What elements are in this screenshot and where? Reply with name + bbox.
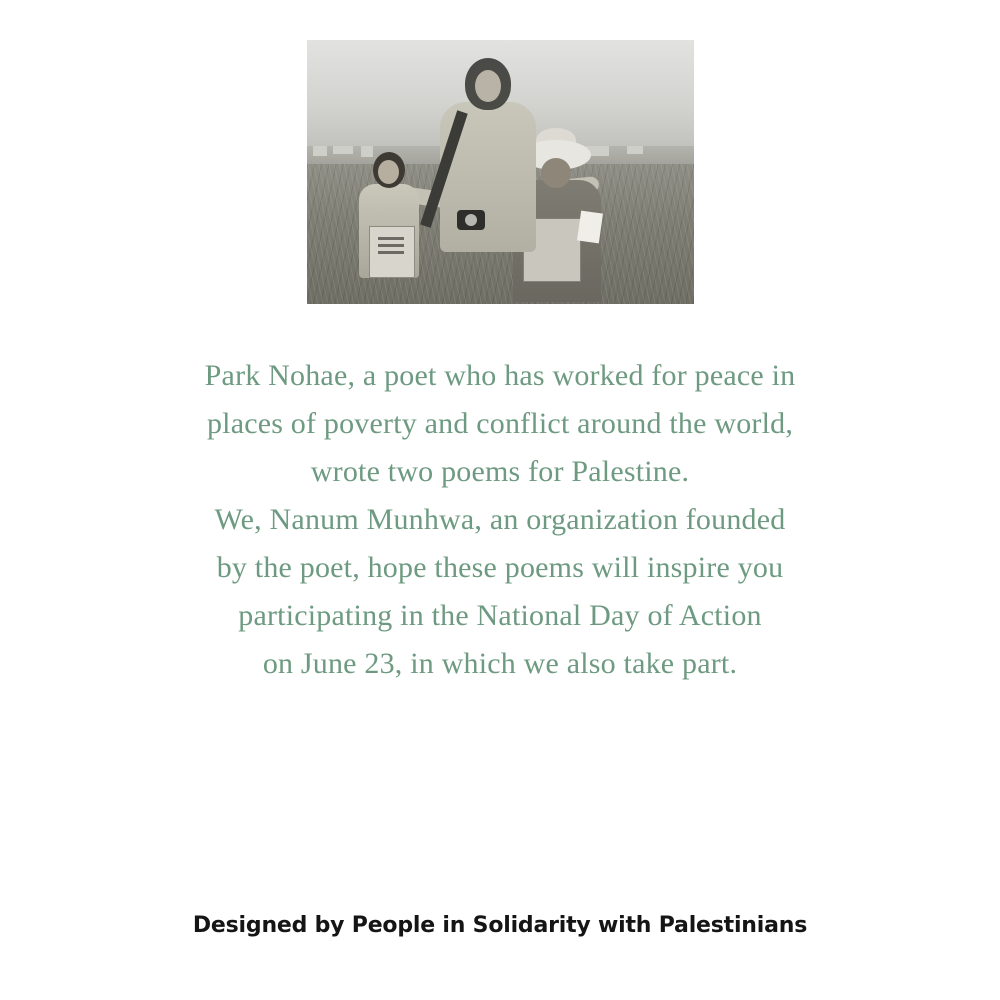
photo-image bbox=[307, 40, 694, 304]
photo-child-right-face bbox=[541, 158, 571, 188]
message-line: by the poet, hope these poems will inspire you bbox=[216, 551, 784, 584]
message-block bbox=[120, 352, 880, 688]
message-line: places of poverty and conflict around the world, bbox=[206, 407, 794, 440]
photo-container bbox=[307, 40, 694, 304]
photo-building bbox=[333, 146, 353, 154]
message-line: participating in the National Day of Action bbox=[238, 599, 762, 632]
message-line: on June 23, in which we also take part. bbox=[262, 647, 738, 680]
message-line: We, Nanum Munhwa, an organization founded bbox=[214, 503, 786, 536]
photo-booklet-left bbox=[369, 226, 415, 278]
photo-building bbox=[361, 146, 373, 157]
message-line: wrote two poems for Palestine. bbox=[310, 455, 690, 488]
camera-icon bbox=[457, 210, 485, 230]
photo-child-left-face bbox=[378, 160, 399, 184]
photo-building bbox=[627, 146, 643, 154]
message-line: Park Nohae, a poet who has worked for peace in bbox=[204, 359, 796, 392]
footer-credit: Designed by People in Solidarity with Palestinians bbox=[192, 913, 808, 938]
photo-paper bbox=[577, 211, 603, 244]
photo-building bbox=[313, 146, 327, 156]
photo-poet-face bbox=[475, 70, 501, 102]
